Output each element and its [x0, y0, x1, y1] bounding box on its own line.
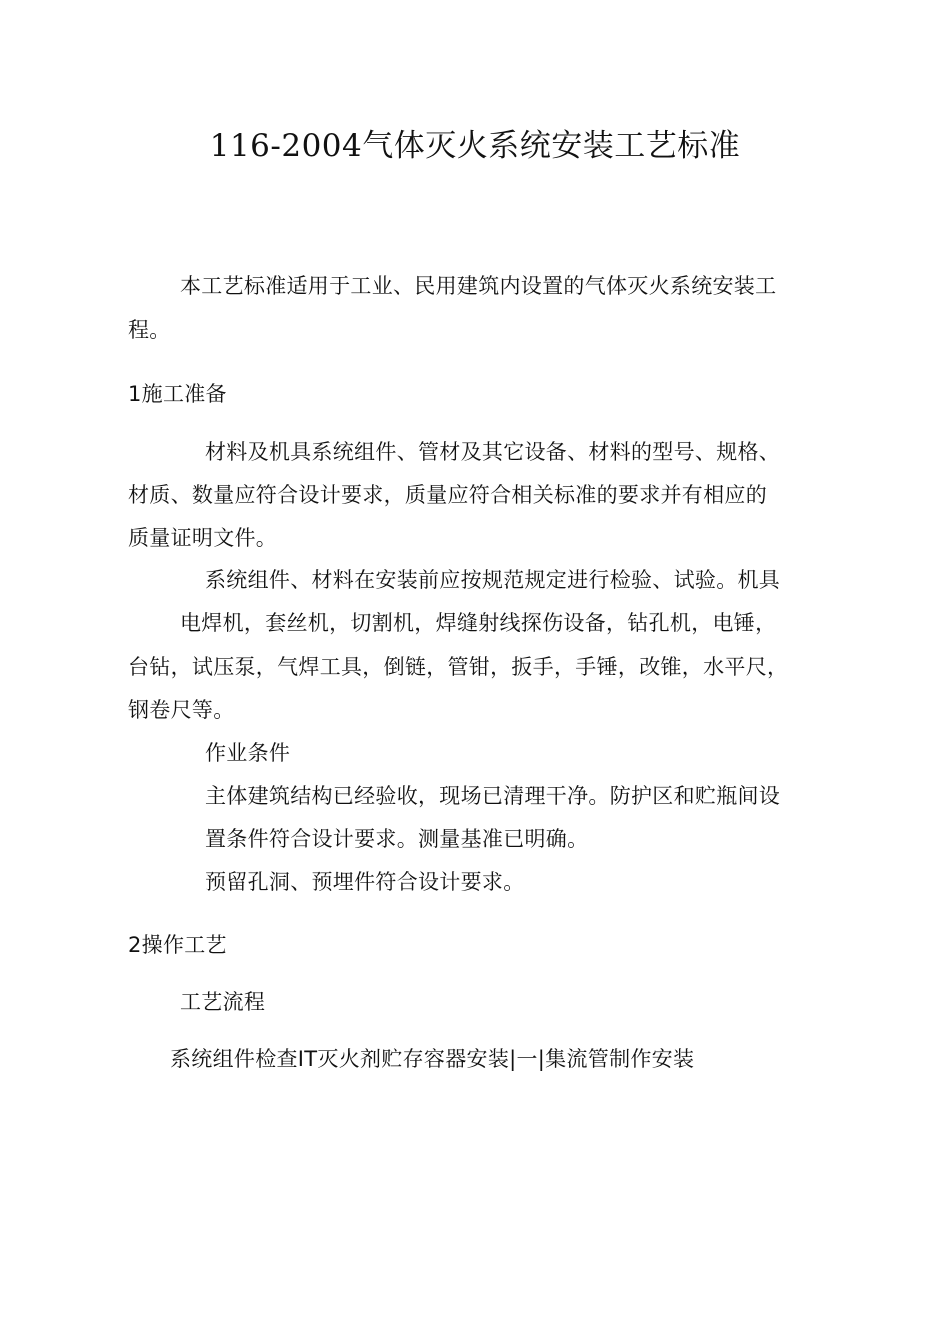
conditions-line-1: 主体建筑结构已经验收，现场已清理干净。防护区和贮瓶间设	[205, 784, 781, 808]
process-flow-line: 系统组件检查IT灭火剂贮存容器安装|一|集流管制作安装	[170, 1047, 695, 1071]
intro-line-2: 程。	[128, 318, 171, 342]
section-2-heading: 2操作工艺	[128, 933, 227, 957]
process-flow-heading: 工艺流程	[180, 990, 266, 1014]
materials-line-2: 材质、数量应符合设计要求，质量应符合相关标准的要求并有相应的	[128, 483, 767, 507]
equipment-line-4: 钢卷尺等。	[128, 698, 235, 722]
intro-line-1: 本工艺标准适用于工业、民用建筑内设置的气体灭火系统安装工	[180, 274, 777, 298]
conditions-heading: 作业条件	[205, 741, 291, 765]
equipment-line-2: 电焊机，套丝机，切割机，焊缝射线探伤设备，钻孔机，电锤，	[180, 611, 777, 635]
materials-line-3: 质量证明文件。	[128, 526, 278, 550]
equipment-line-1: 系统组件、材料在安装前应按规范规定进行检验、试验。机具	[205, 568, 781, 592]
conditions-line-3: 预留孔洞、预埋件符合设计要求。	[205, 870, 525, 894]
document-title: 116-2004气体灭火系统安装工艺标准	[209, 128, 741, 164]
materials-line-1: 材料及机具系统组件、管材及其它设备、材料的型号、规格、	[205, 440, 781, 464]
equipment-line-3: 台钻，试压泵，气焊工具，倒链，管钳，扳手，手锤，改锥，水平尺，	[128, 655, 789, 679]
conditions-line-2: 置条件符合设计要求。测量基准已明确。	[205, 827, 589, 851]
section-1-heading: 1施工准备	[128, 382, 227, 406]
